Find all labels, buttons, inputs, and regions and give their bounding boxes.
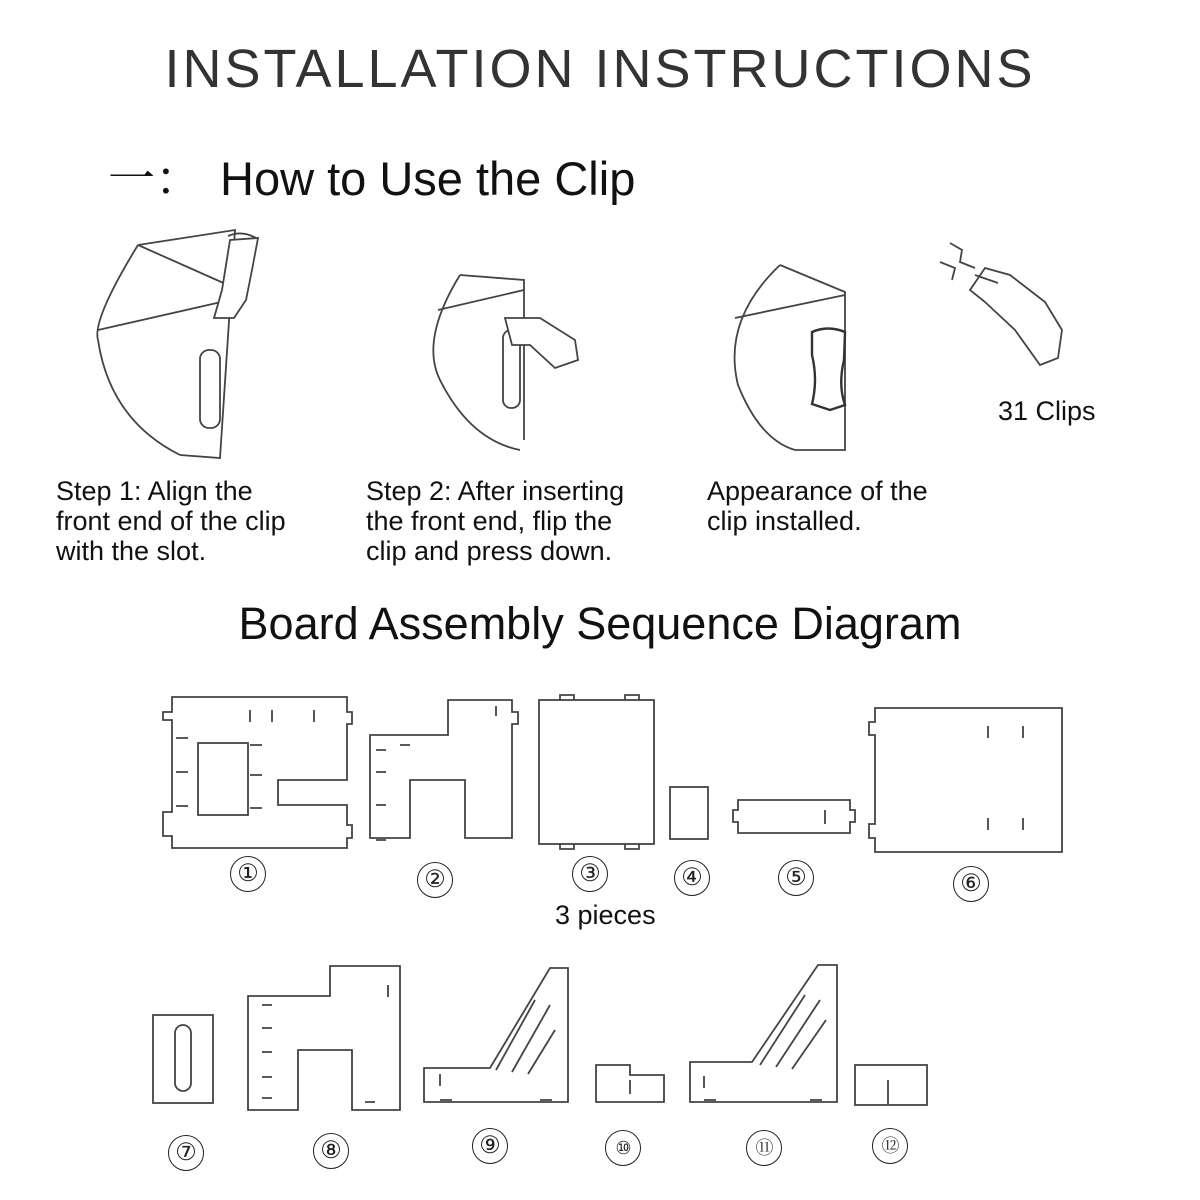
board-number-8: ⑧ (313, 1133, 349, 1169)
board-number-12: ⑫ (872, 1128, 908, 1164)
board-4-outline (670, 787, 708, 839)
board-number-9: ⑨ (472, 1128, 508, 1164)
board-9-outline (424, 968, 568, 1102)
board-8-outline (248, 966, 400, 1110)
board-number-3: ③ (572, 856, 608, 892)
board-number-1: ① (230, 856, 266, 892)
step3-caption: Appearance of the clip installed. (707, 476, 928, 536)
step3-illustration (735, 265, 845, 450)
pieces-note: 3 pieces (555, 900, 656, 930)
board-number-10: ⑩ (605, 1130, 641, 1166)
board-number-5: ⑤ (778, 860, 814, 896)
step1-illustration (97, 230, 258, 458)
board-5-outline (733, 800, 855, 833)
board-3-outline (539, 695, 654, 849)
step2-caption: Step 2: After inserting the front end, flip the clip and press down. (366, 476, 625, 566)
board-number-7: ⑦ (168, 1135, 204, 1171)
clip-count-label: 31 Clips (998, 396, 1096, 426)
step1-caption: Step 1: Align the front end of the clip with the slot. (56, 476, 286, 566)
board-2-outline (370, 700, 518, 840)
board-number-4: ④ (674, 860, 710, 896)
board-6-outline (869, 708, 1062, 852)
clip-illustration (940, 243, 1062, 365)
board-number-6: ⑥ (953, 866, 989, 902)
clip-section-heading: How to Use the Clip (220, 152, 636, 205)
page-title: INSTALLATION INSTRUCTIONS (164, 39, 1036, 99)
board-12-outline (855, 1065, 927, 1105)
step2-illustration (433, 275, 578, 450)
board-11-outline (690, 965, 837, 1102)
assembly-section-title: Board Assembly Sequence Diagram (238, 598, 962, 649)
board-number-11: ⑪ (746, 1130, 782, 1166)
section-marker: 一： (108, 152, 202, 205)
board-1-outline (163, 697, 352, 848)
board-10-outline (596, 1065, 664, 1102)
board-7-outline (153, 1015, 213, 1103)
board-number-2: ② (417, 862, 453, 898)
